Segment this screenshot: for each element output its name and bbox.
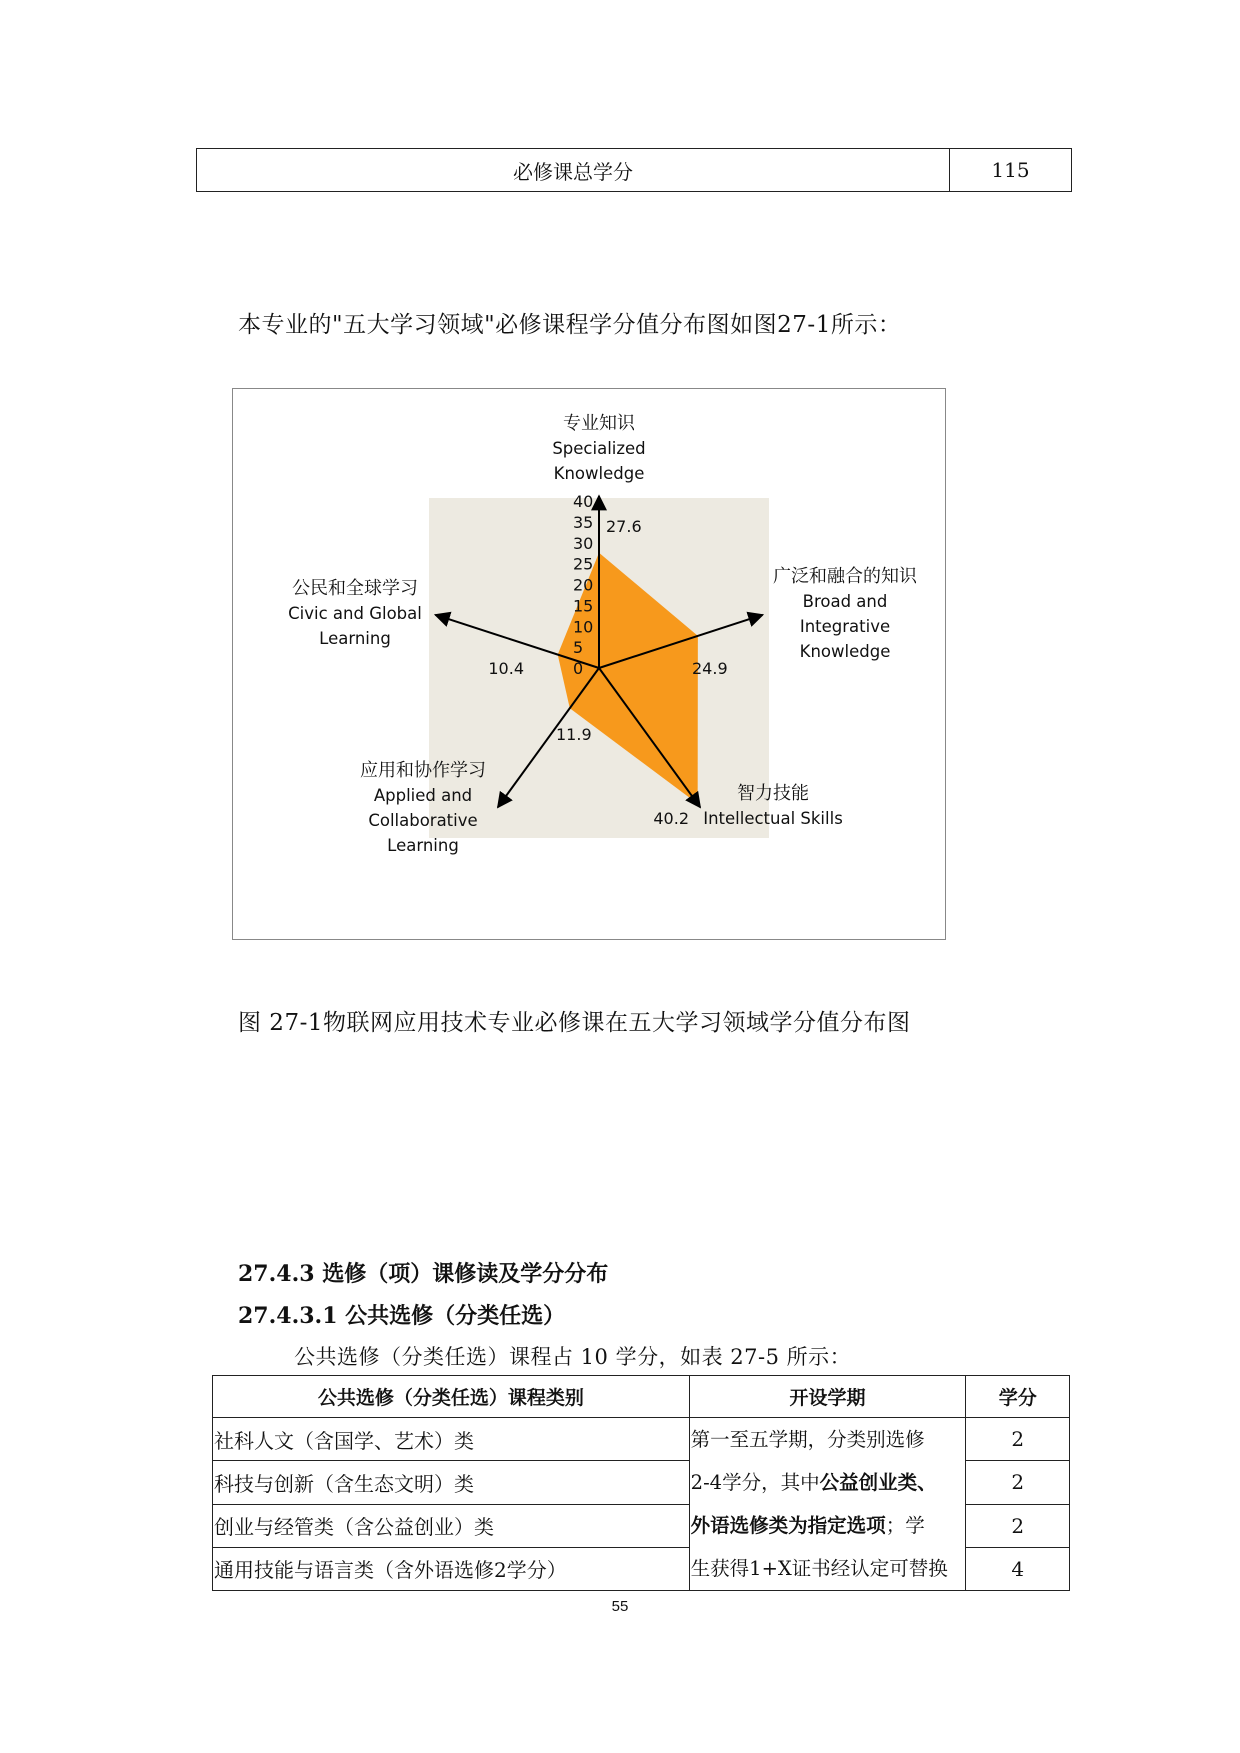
axis-label-en: Applied and xyxy=(373,786,473,805)
axis-label-cn: 应用和协作学习 xyxy=(360,760,486,781)
term-line-2: 2-4学分，其中 xyxy=(690,1471,820,1494)
header-term: 开设学期 xyxy=(689,1376,966,1418)
page-number: 55 xyxy=(611,1598,629,1615)
axis-label-en: Learning xyxy=(319,629,391,648)
credits-cell: 2 xyxy=(966,1418,1070,1461)
tick-label: 15 xyxy=(573,596,594,616)
category-cell: 社科人文（含国学、艺术）类 xyxy=(213,1418,690,1461)
axis-label-cn: 广泛和融合的知识 xyxy=(773,566,917,587)
term-line-2-bold: 公益创业类、 xyxy=(819,1471,937,1494)
required-credits-label: 必修课总学分 xyxy=(197,149,950,191)
credits-cell: 2 xyxy=(966,1504,1070,1547)
header-category: 公共选修（分类任选）课程类别 xyxy=(213,1376,690,1418)
value-label: 24.9 xyxy=(692,659,728,678)
tick-label: 40 xyxy=(573,492,594,511)
category-cell: 创业与经管类（含公益创业）类 xyxy=(213,1504,690,1547)
axis-label-en: Knowledge xyxy=(799,642,891,661)
axis-label-en: Specialized xyxy=(552,439,646,458)
category-cell: 通用技能与语言类（含外语选修2学分） xyxy=(213,1547,690,1590)
tick-label: 30 xyxy=(573,533,594,553)
axis-label-en: Intellectual Skills xyxy=(703,809,843,828)
elective-table xyxy=(212,1375,1070,1591)
value-label: 11.9 xyxy=(556,725,592,744)
tick-label: 10 xyxy=(573,617,594,637)
term-cell xyxy=(689,1418,966,1591)
value-label: 40.2 xyxy=(653,809,689,828)
required-credits-value: 115 xyxy=(991,158,1030,182)
section-heading: 27.4.3 选修（项）课修读及学分分布 xyxy=(238,1261,609,1287)
header-credits: 学分 xyxy=(966,1376,1070,1418)
elective-paragraph: 公共选修（分类任选）课程占 10 学分，如表 27-5 所示： xyxy=(294,1345,852,1369)
axis-label-en: Civic and Global xyxy=(288,604,422,623)
axis-label-en: Knowledge xyxy=(553,464,645,483)
axis-label-en: Integrative xyxy=(799,617,891,636)
intro-paragraph: 本专业的"五大学习领域"必修课程学分值分布图如图27-1所示： xyxy=(238,312,902,338)
table-row xyxy=(213,1418,1070,1461)
axis-label-cn: 专业知识 xyxy=(563,413,635,434)
term-line-3-bold: 外语选修类为指定选项 xyxy=(690,1514,886,1537)
credits-cell: 2 xyxy=(966,1461,1070,1504)
axis-label-en: Learning xyxy=(387,836,459,855)
credits-cell: 4 xyxy=(966,1547,1070,1590)
axis-label-en: Collaborative xyxy=(368,811,478,830)
term-line-3: ；学 xyxy=(885,1514,925,1537)
category-cell: 科技与创新（含生态文明）类 xyxy=(213,1461,690,1504)
tick-label: 35 xyxy=(573,512,594,532)
tick-label: 5 xyxy=(573,638,584,658)
radar-chart-figure xyxy=(232,388,946,940)
value-label: 27.6 xyxy=(606,517,642,536)
required-credits-table xyxy=(196,148,1072,192)
radar-chart xyxy=(233,389,947,941)
value-label: 10.4 xyxy=(488,659,524,678)
term-line-4: 生获得1+X证书经认定可替换 xyxy=(690,1557,948,1580)
tick-label: 25 xyxy=(573,554,594,574)
axis-label-en: Broad and xyxy=(802,592,888,611)
subsection-heading: 27.4.3.1 公共选修（分类任选） xyxy=(238,1303,566,1329)
figure-caption: 图 27-1物联网应用技术专业必修课在五大学习领域学分值分布图 xyxy=(238,1010,911,1036)
axis-label-cn: 智力技能 xyxy=(737,783,809,804)
tick-label: 20 xyxy=(573,575,594,595)
tick-label: 0 xyxy=(573,659,584,678)
table-header-row xyxy=(213,1376,1070,1418)
term-line-1: 第一至五学期，分类别选修 xyxy=(690,1428,925,1451)
axis-label-cn: 公民和全球学习 xyxy=(292,578,418,599)
